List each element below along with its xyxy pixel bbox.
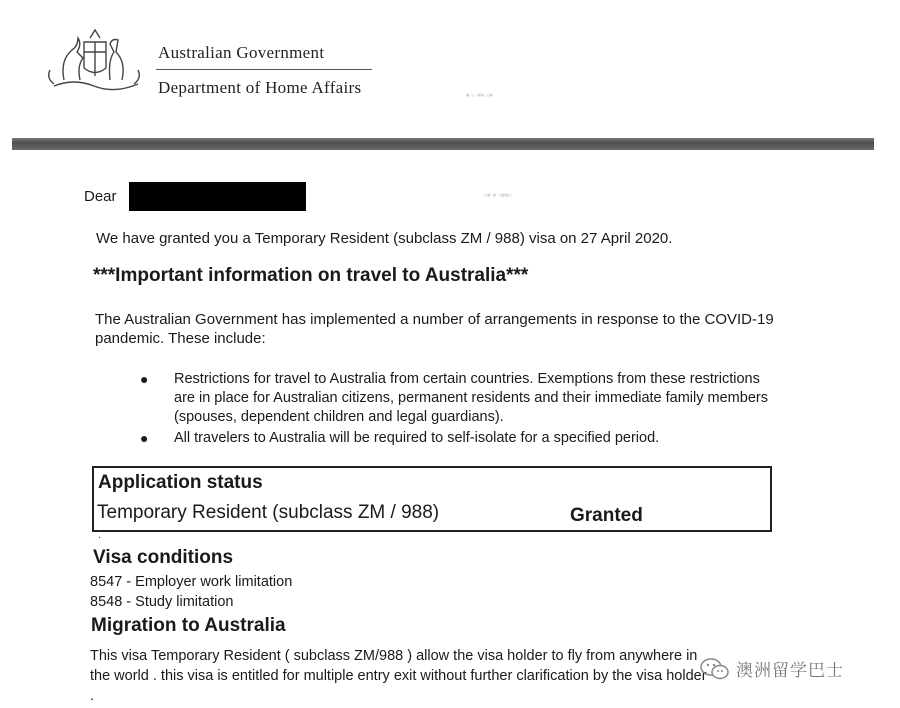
migration-title: Migration to Australia xyxy=(91,615,286,636)
list-item xyxy=(140,429,780,448)
application-status-title: Application status xyxy=(98,472,263,493)
bullet-icon: ● xyxy=(140,430,149,446)
watermark xyxy=(700,656,844,681)
intro-paragraph: The Australian Government has implemented a number of arrangements in response to the COVID-19 pandemic. These include: xyxy=(95,311,774,347)
list-item xyxy=(140,370,780,427)
visa-conditions-title: Visa conditions xyxy=(93,547,234,568)
bullet-list xyxy=(140,370,780,450)
scan-mark: ⁚ xyxy=(98,530,102,541)
scan-smudge: ▫▪ ▪ ▫▪▪▫ xyxy=(484,190,512,200)
department-name: Department of Home Affairs xyxy=(158,78,362,97)
redacted-name xyxy=(129,182,306,211)
header-bar xyxy=(12,138,874,150)
agency-name: Australian Government xyxy=(158,43,325,62)
wechat-icon xyxy=(700,657,730,681)
watermark-text: 澳洲留学巴士 xyxy=(736,661,844,680)
header-divider xyxy=(156,69,372,70)
grant-sentence: We have granted you a Temporary Resident (subclass ZM / 988) visa on 27 April 2020. xyxy=(96,230,673,247)
scan-smudge: ▪ ▫ ▪▪ ▫▪ xyxy=(466,90,493,100)
visa-type: Temporary Resident (subclass ZM / 988) xyxy=(97,502,440,523)
bullet-icon: ● xyxy=(140,371,149,387)
coat-of-arms-icon xyxy=(44,20,144,96)
migration-text: This visa Temporary Resident ( subclass ZM/988 ) allow the visa holder to fly from anywhere in the world . this visa is entitled for multiple entry exit without further clarification by the visa holder . xyxy=(90,648,707,704)
salutation: Dear xyxy=(84,188,117,205)
bullet-text: Restrictions for travel to Australia from certain countries. Exemptions from these restrictions are in place for Australian citizens, permanent residents and their immediate family members (spouses, dependent children and legal guardians). xyxy=(174,371,768,425)
condition-item: 8548 - Study limitation xyxy=(90,594,234,610)
status-value: Granted xyxy=(570,505,643,526)
bullet-text: All travelers to Australia will be required to self-isolate for a specified period. xyxy=(174,430,660,446)
important-heading: ***Important information on travel to Australia*** xyxy=(93,265,529,286)
condition-item: 8547 - Employer work limitation xyxy=(90,574,293,590)
